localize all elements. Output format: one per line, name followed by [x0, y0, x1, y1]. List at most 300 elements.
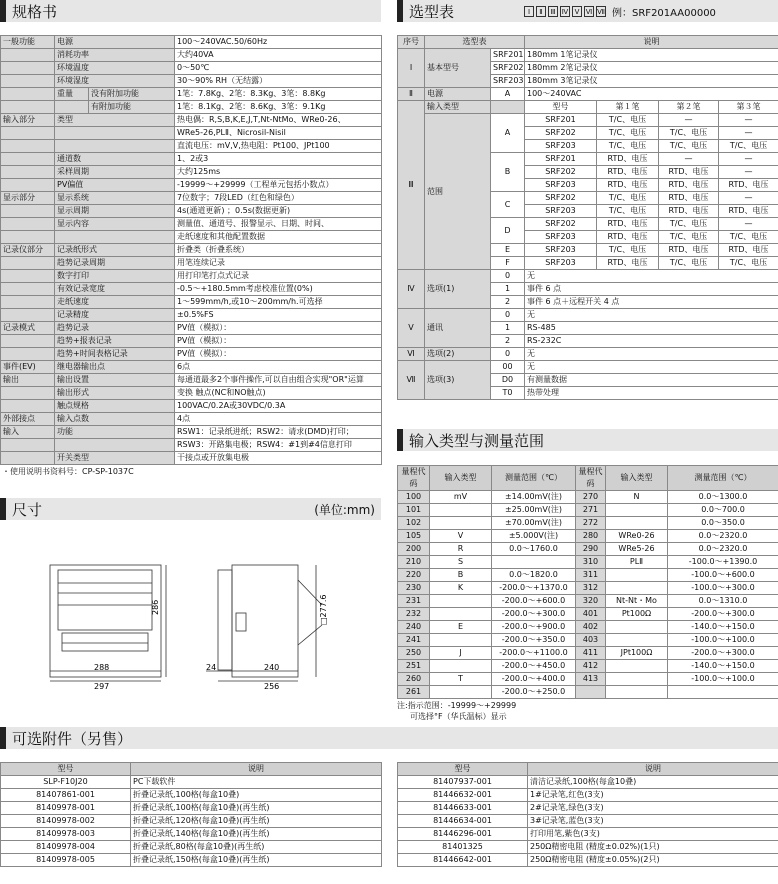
acc-row: [398, 815, 778, 828]
cell: PV值（模拟）：: [175, 348, 382, 361]
acc-head: [1, 763, 382, 776]
cell: 没有附加功能: [89, 88, 175, 101]
cell: —: [719, 192, 778, 205]
cell: 220: [398, 569, 430, 582]
cell: V: [430, 530, 492, 543]
cell: T: [430, 673, 492, 686]
spec-row: [1, 179, 382, 192]
cell: WRe0-26: [606, 530, 668, 543]
cell: 打印用笔,紫色(3支): [528, 828, 778, 841]
cell: 选型表: [425, 36, 525, 49]
cell: 200: [398, 543, 430, 556]
cell: [430, 517, 492, 530]
cell: 412: [576, 660, 606, 673]
cell: 型号: [398, 763, 528, 776]
cell: 选项(1): [425, 270, 491, 309]
cell: 测量范围（℃）: [668, 466, 778, 491]
cell: 402: [576, 621, 606, 634]
cell: -140.0～+150.0: [668, 621, 778, 634]
cell: ±70.00mV(注): [492, 517, 576, 530]
cell: RTD、电压: [659, 179, 719, 192]
cell: [1, 270, 55, 283]
cell: D0: [491, 374, 525, 387]
cell: 第１笔: [597, 101, 659, 114]
cell: 180mm 3笔记录仪: [525, 75, 778, 88]
spec-row: [1, 49, 382, 62]
spec-row: [1, 166, 382, 179]
cell: ±14.00mV(注): [492, 491, 576, 504]
range-row: [398, 582, 778, 595]
acc-row: [398, 789, 778, 802]
front-view-window: [58, 570, 152, 630]
cell: 热电偶：R,S,B,K,E,J,T,Nt-NtMo、WRe0-26、: [175, 114, 382, 127]
cell: —: [719, 166, 778, 179]
cell: [1, 75, 55, 88]
cell: 7位数字；7段LED（红色和绿色）: [175, 192, 382, 205]
acc-row: [1, 776, 382, 789]
cell: 无: [525, 270, 778, 283]
cell: 记录仪部分: [1, 244, 55, 257]
acc-table-right: [397, 762, 778, 867]
spec-row: [1, 348, 382, 361]
cell: 类型: [55, 114, 175, 127]
cell: 热带处理: [525, 387, 778, 400]
model-header: [397, 0, 778, 22]
cell: 第３笔: [719, 101, 778, 114]
spec-row: [1, 75, 382, 88]
cell: T/C、电压: [659, 140, 719, 153]
model-row: [398, 309, 778, 322]
cell: [492, 556, 576, 569]
cell: 电源: [55, 36, 175, 49]
spec-row: [1, 413, 382, 426]
cell: PV值（模拟）：: [175, 335, 382, 348]
acc-row: [398, 854, 778, 867]
cell: RTD、电压: [659, 244, 719, 257]
spec-row: [1, 114, 382, 127]
cell: SRF202: [525, 166, 597, 179]
cell: 功能: [55, 426, 175, 439]
cell: 折叠记录纸,100格(每盒10叠): [131, 789, 382, 802]
cell: B: [430, 569, 492, 582]
cell: SRF203: [525, 205, 597, 218]
cell: -200.0～+1100.0: [492, 647, 576, 660]
cell: 输入部分: [1, 114, 55, 127]
cell: —: [659, 153, 719, 166]
cell: 1笔：7.8Kg、2笔：8.3Kg、3笔：8.8Kg: [175, 88, 382, 101]
cell: [1, 387, 55, 400]
cell: [606, 673, 668, 686]
cell: 81409978-002: [1, 815, 131, 828]
cell: 干接点或开放集电极: [175, 452, 382, 465]
roman-box: Ⅱ: [536, 6, 546, 17]
cell: RTD、电压: [597, 231, 659, 244]
cell: [606, 686, 668, 699]
cell: SRF203: [491, 75, 525, 88]
cell: 2: [491, 335, 525, 348]
range-title: 输入类型与测量范围: [409, 431, 545, 450]
cell: [606, 582, 668, 595]
cell: RSW3：开路集电极；RSW4：#1到#4信息打印: [175, 439, 382, 452]
cell: 260: [398, 673, 430, 686]
cell: 走纸速度: [55, 296, 175, 309]
cell: [1, 348, 55, 361]
cell: 开关类型: [55, 452, 175, 465]
roman-box: Ⅴ: [572, 6, 582, 17]
cell: 0: [491, 348, 525, 361]
acc-row: [1, 841, 382, 854]
cell: 说明: [525, 36, 778, 49]
cell: 1笔：8.1Kg、2笔：8.6Kg、3笔：9.1Kg: [175, 101, 382, 114]
cell: 事件(EV): [1, 361, 55, 374]
range-head: [398, 466, 778, 491]
spec-note: ・使用说明书资料号：CP-SP-1037C: [2, 467, 134, 476]
cell: [430, 608, 492, 621]
cell: 输入类型: [430, 466, 492, 491]
acc-row: [398, 841, 778, 854]
model-row: [398, 348, 778, 361]
cell: [1, 296, 55, 309]
cell: 输出形式: [55, 387, 175, 400]
cell: 折叠记录纸,150格(每盒10叠)(再生纸): [131, 854, 382, 867]
cell: SRF201: [525, 114, 597, 127]
spec-header: [0, 0, 381, 22]
cell: 记录精度: [55, 309, 175, 322]
acc-row: [1, 789, 382, 802]
acc-head: [398, 763, 778, 776]
cell: -200.0～+300.0: [492, 608, 576, 621]
cell: 折叠记录纸,100格(每盒10叠)(再生纸): [131, 802, 382, 815]
cell: 记录纸形式: [55, 244, 175, 257]
cell: 0.0～2320.0: [668, 543, 778, 556]
range-row: [398, 647, 778, 660]
acc-title: 可选附件（另售）: [12, 729, 133, 748]
cell: PLⅡ: [606, 556, 668, 569]
cell: RTD、电压: [719, 179, 778, 192]
dims-header: [0, 498, 381, 520]
cell: [668, 686, 778, 699]
cell: 输入: [1, 426, 55, 439]
cell: RTD、电压: [597, 257, 659, 270]
cell: 100～240VAC.50/60Hz: [175, 36, 382, 49]
cell: PV值（模拟）：: [175, 322, 382, 335]
cell: [1, 283, 55, 296]
cell: 重量: [55, 88, 89, 101]
cell: Ⅰ: [398, 49, 425, 88]
range-row: [398, 491, 778, 504]
cell: 81409978-004: [1, 841, 131, 854]
model-example: 例：SRF201AA00000: [612, 7, 716, 19]
range-row: [398, 634, 778, 647]
spec-row: [1, 192, 382, 205]
cell: 320: [576, 595, 606, 608]
cell: [1, 101, 55, 114]
acc-row: [1, 815, 382, 828]
spec-row: [1, 244, 382, 257]
range-row: [398, 686, 778, 699]
cell: 0.0～1760.0: [492, 543, 576, 556]
cell: 403: [576, 634, 606, 647]
dim-286: 286: [151, 599, 160, 615]
cell: 输出设置: [55, 374, 175, 387]
spec-row: [1, 270, 382, 283]
cell: 81446633-001: [398, 802, 528, 815]
cell: 每通道最多2个事件操作,可以自由组合实现"OR"运算: [175, 374, 382, 387]
cell: ±0.5%FS: [175, 309, 382, 322]
cell: 显示系统: [55, 192, 175, 205]
cell: T/C、电压: [597, 114, 659, 127]
cell: 100～240VAC: [525, 88, 778, 101]
cell: 0.0～1300.0: [668, 491, 778, 504]
cell: 271: [576, 504, 606, 517]
cell: -19999～+29999（工程单元包括小数点）: [175, 179, 382, 192]
cell: 范围: [425, 114, 491, 270]
roman-boxes: [524, 6, 608, 17]
cell: 00: [491, 361, 525, 374]
cell: [430, 504, 492, 517]
range-row: [398, 595, 778, 608]
cell: RTD、电压: [659, 205, 719, 218]
cell: SRF202: [525, 218, 597, 231]
spec-row: [1, 257, 382, 270]
cell: 量程代码: [576, 466, 606, 491]
cell: [1, 88, 55, 101]
cell: SRF202: [525, 127, 597, 140]
cell: A: [491, 114, 525, 153]
cell: 0.0～350.0: [668, 517, 778, 530]
cell: 数字打印: [55, 270, 175, 283]
cell: 通道数: [55, 153, 175, 166]
spec-title: 规格书: [12, 2, 58, 21]
range-row: [398, 569, 778, 582]
cell: T/C、电压: [659, 218, 719, 231]
cell: 105: [398, 530, 430, 543]
spec-row: [1, 62, 382, 75]
cell: T/C、电压: [719, 140, 778, 153]
spec-row: [1, 452, 382, 465]
cell: [1, 400, 55, 413]
cell: [55, 439, 175, 452]
cell: 走纸速度和其他配置数据: [175, 231, 382, 244]
cell: 1#记录笔,红色(3支): [528, 789, 778, 802]
cell: WRe5-26,PLⅡ、Nicrosil-Nisil: [175, 127, 382, 140]
cell: T/C、电压: [597, 192, 659, 205]
cell: 81401325: [398, 841, 528, 854]
cell: 100VAC/0.2A或30VDC/0.3A: [175, 400, 382, 413]
cell: 一般功能: [1, 36, 55, 49]
model-row: [398, 114, 778, 127]
roman-box: Ⅵ: [585, 7, 593, 16]
cell: 直流电压：mV,V,热电阻：Pt100、JPt100: [175, 140, 382, 153]
cell: 用打印笔打点式记录: [175, 270, 382, 283]
cell: 2#记录笔,绿色(3支): [528, 802, 778, 815]
range-row: [398, 517, 778, 530]
cell: SRF203: [525, 244, 597, 257]
cell: [1, 49, 55, 62]
cell: 说明: [528, 763, 778, 776]
cell: [430, 686, 492, 699]
front-view-outline: [50, 565, 161, 677]
cell: 250Ω精密电阻 (精度±0.02%)(1只): [528, 841, 778, 854]
cell: RTD、电压: [597, 166, 659, 179]
spec-row: [1, 205, 382, 218]
cell: T/C、电压: [597, 244, 659, 257]
spec-row: [1, 361, 382, 374]
cell: 触点规格: [55, 400, 175, 413]
cell: [606, 517, 668, 530]
cell: 0.0～2320.0: [668, 530, 778, 543]
cell: 100: [398, 491, 430, 504]
range-note-2: 可选择°F（华氏温标）显示: [410, 712, 507, 721]
cell: 310: [576, 556, 606, 569]
cell: 输入点数: [55, 413, 175, 426]
cell: [1, 62, 55, 75]
cell: [606, 504, 668, 517]
cell: Nt-Nt・Mo: [606, 595, 668, 608]
cell: D: [491, 218, 525, 244]
cell: -100.0～+1390.0: [668, 556, 778, 569]
cell: [1, 257, 55, 270]
cell: 290: [576, 543, 606, 556]
range-row: [398, 556, 778, 569]
cell: 采样周期: [55, 166, 175, 179]
cell: T/C、电压: [597, 140, 659, 153]
cell: 101: [398, 504, 430, 517]
spec-row: [1, 88, 382, 101]
cell: 环境湿度: [55, 75, 175, 88]
cell: —: [719, 218, 778, 231]
spec-row: [1, 400, 382, 413]
cell: 有附加功能: [89, 101, 175, 114]
cell: Ⅲ: [398, 101, 425, 270]
cell: SRF202: [491, 62, 525, 75]
cell: [430, 660, 492, 673]
cell: 241: [398, 634, 430, 647]
cell: [1, 218, 55, 231]
cell: RTD、电压: [597, 218, 659, 231]
cell: 无: [525, 348, 778, 361]
cell: [55, 127, 175, 140]
acc-header: [0, 727, 778, 749]
model-table: [397, 35, 778, 400]
cell: 继电器输出点: [55, 361, 175, 374]
model-row: [398, 361, 778, 374]
cell: SLP-F10J20: [1, 776, 131, 789]
range-row: [398, 543, 778, 556]
dim-288: 288: [94, 663, 110, 672]
cell: T/C、电压: [719, 231, 778, 244]
model-row: [398, 270, 778, 283]
cell: 折叠类（折叠系统）: [175, 244, 382, 257]
model-title: 选型表: [409, 2, 455, 21]
cell: 312: [576, 582, 606, 595]
cell: PC下载软件: [131, 776, 382, 789]
cell: -100.0～+300.0: [668, 582, 778, 595]
cell: [1, 439, 55, 452]
cell: A: [491, 88, 525, 101]
cell: 230: [398, 582, 430, 595]
cell: -100.0～+100.0: [668, 673, 778, 686]
acc-row: [398, 802, 778, 815]
cell: T/C、电压: [597, 127, 659, 140]
cell: —: [719, 127, 778, 140]
spec-row: [1, 322, 382, 335]
cell: 无: [525, 309, 778, 322]
cell: 261: [398, 686, 430, 699]
cell: T/C、电压: [659, 127, 719, 140]
cell: 大约40VA: [175, 49, 382, 62]
cell: 81446296-001: [398, 828, 528, 841]
cell: 81407937-001: [398, 776, 528, 789]
model-row: [398, 49, 778, 62]
cell: 3#记录笔,蓝色(3支): [528, 815, 778, 828]
cell: 输入类型: [425, 101, 491, 114]
dims-unit: (单位:mm): [314, 502, 375, 517]
cell: 411: [576, 647, 606, 660]
cell: [430, 634, 492, 647]
cell: 0.0～700.0: [668, 504, 778, 517]
cell: 有测量数据: [525, 374, 778, 387]
cell: [576, 686, 606, 699]
cell: 81409978-001: [1, 802, 131, 815]
cell: 外部接点: [1, 413, 55, 426]
cell: 0.0～1820.0: [492, 569, 576, 582]
cell: 1、2或3: [175, 153, 382, 166]
cell: T/C、电压: [597, 205, 659, 218]
cell: RTD、电压: [659, 192, 719, 205]
cell: T/C、电压: [659, 231, 719, 244]
cell: 电源: [425, 88, 491, 101]
cell: -200.0～+1370.0: [492, 582, 576, 595]
cell: E: [430, 621, 492, 634]
cell: SRF203: [525, 179, 597, 192]
side-view-outline: [232, 565, 298, 677]
range-note-1: 注:指示范围：-19999～+29999: [397, 701, 517, 710]
cell: 大约125ms: [175, 166, 382, 179]
cell: -100.0～+100.0: [668, 634, 778, 647]
cell: 81446642-001: [398, 854, 528, 867]
cell: 趋势+时间表格记录: [55, 348, 175, 361]
spec-row: [1, 439, 382, 452]
cell: 折叠记录纸,120格(每盒10叠)(再生纸): [131, 815, 382, 828]
spec-row: [1, 127, 382, 140]
spec-row: [1, 218, 382, 231]
cell: 选项(3): [425, 361, 491, 400]
cell: 30～90% RH（无结露）: [175, 75, 382, 88]
spec-row: [1, 36, 382, 49]
cell: [606, 569, 668, 582]
cell: -200.0～+350.0: [492, 634, 576, 647]
cell: 事件 6 点＋远程开关 4 点: [525, 296, 778, 309]
roman-box: Ⅲ: [548, 6, 558, 17]
cell: C: [491, 192, 525, 218]
cell: 测量范围（℃）: [492, 466, 576, 491]
cell: 180mm 2笔记录仪: [525, 62, 778, 75]
range-row: [398, 660, 778, 673]
cell: JPt100Ω: [606, 647, 668, 660]
dim-256: 256: [264, 682, 280, 691]
spec-row: [1, 374, 382, 387]
cell: 输入类型: [606, 466, 668, 491]
acc-row: [398, 828, 778, 841]
cell: -200.0～+250.0: [492, 686, 576, 699]
cell: [430, 595, 492, 608]
range-table: [397, 465, 778, 699]
cell: 型号: [1, 763, 131, 776]
cell: mV: [430, 491, 492, 504]
cell: 240: [398, 621, 430, 634]
dims-title: 尺寸: [12, 500, 43, 519]
